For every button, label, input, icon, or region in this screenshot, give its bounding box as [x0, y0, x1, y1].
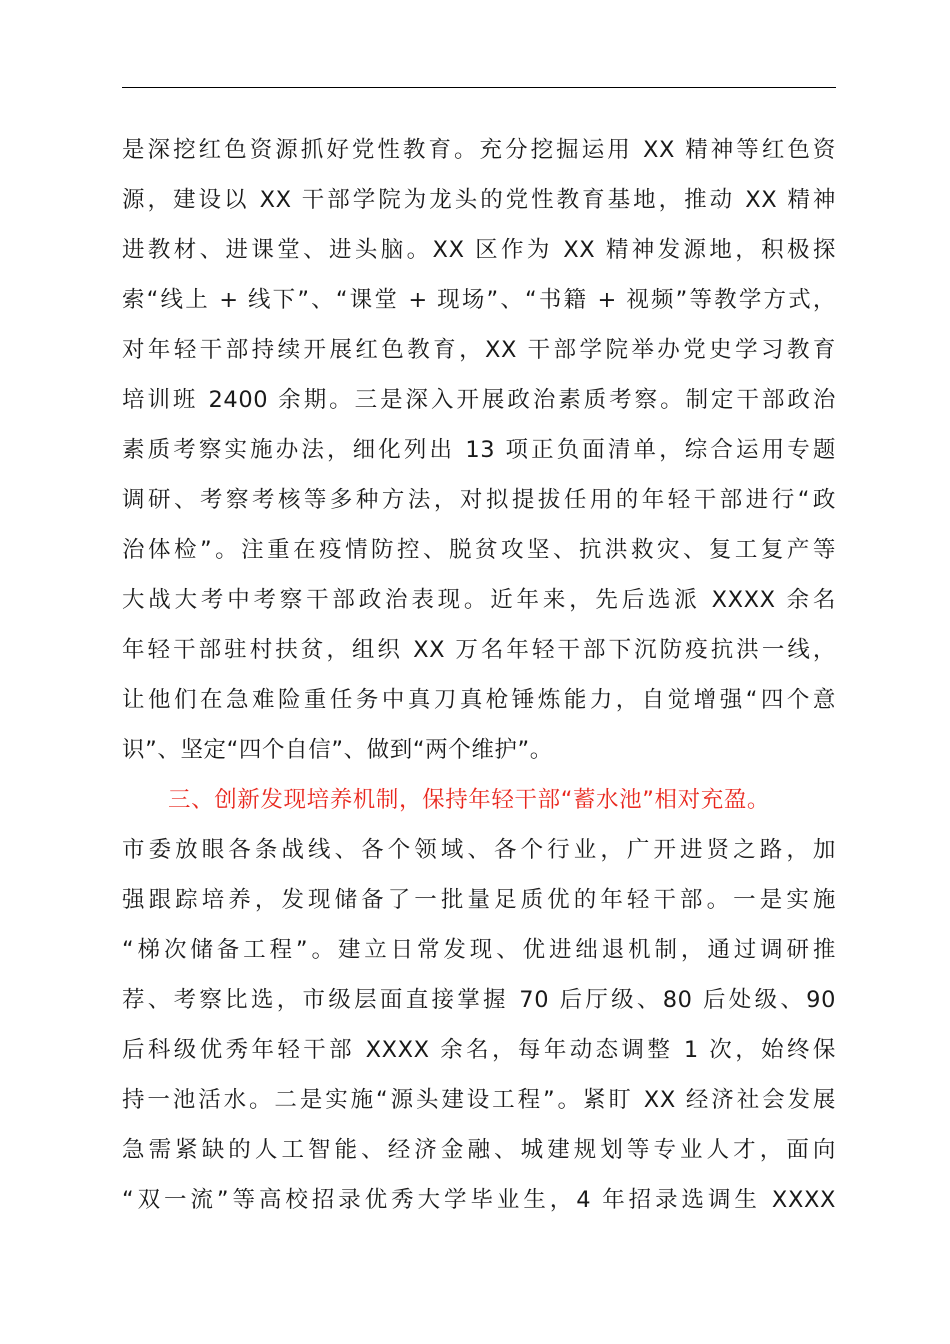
text-line: 强跟踪培养，发现储备了一批量足质优的年轻干部。一是实施	[122, 887, 836, 913]
text-line: 年轻干部驻村扶贫，组织 XX 万名年轻干部下沉防疫抗洪一线，	[122, 637, 836, 663]
text-line: 市委放眼各条战线、各个领域、各个行业，广开进贤之路，加	[122, 837, 836, 863]
text-line: 识”、坚定“四个自信”、做到“两个维护”。	[122, 737, 553, 763]
text-line: 培训班 2400 余期。三是深入开展政治素质考察。制定干部政治	[122, 387, 836, 413]
text-line: 大战大考中考察干部政治表现。近年来，先后选派 XXXX 余名	[122, 587, 836, 613]
text-line: 源，建设以 XX 干部学院为龙头的党性教育基地，推动 XX 精神	[122, 187, 836, 213]
text-line: 急需紧缺的人工智能、经济金融、城建规划等专业人才，面向	[122, 1137, 836, 1163]
text-line: 治体检”。注重在疫情防控、脱贫攻坚、抗洪救灾、复工复产等	[122, 537, 836, 563]
text-line: 索“线上 + 线下”、“课堂 + 现场”、“书籍 + 视频”等教学方式，	[122, 287, 836, 313]
text-line: 持一池活水。二是实施“源头建设工程”。紧盯 XX 经济社会发展	[122, 1087, 836, 1113]
section-heading: 三、创新发现培养机制，保持年轻干部“蓄水池”相对充盈。	[168, 787, 771, 813]
text-line: 调研、考察考核等多种方法，对拟提拔任用的年轻干部进行“政	[122, 487, 836, 513]
text-line: “梯次储备工程”。建立日常发现、优进绌退机制，通过调研推	[122, 937, 836, 963]
text-line: 荐、考察比选，市级层面直接掌握 70 后厅级、80 后处级、90	[122, 987, 836, 1013]
text-line: 后科级优秀年轻干部 XXXX 余名，每年动态调整 1 次，始终保	[122, 1037, 836, 1063]
text-line: 让他们在急难险重任务中真刀真枪锤炼能力，自觉增强“四个意	[122, 687, 836, 713]
text-line: 进教材、进课堂、进头脑。XX 区作为 XX 精神发源地，积极探	[122, 237, 836, 263]
header-rule	[122, 87, 836, 88]
text-line: 对年轻干部持续开展红色教育，XX 干部学院举办党史学习教育	[122, 337, 836, 363]
text-line: 是深挖红色资源抓好党性教育。充分挖掘运用 XX 精神等红色资	[122, 137, 836, 163]
text-line: 素质考察实施办法，细化列出 13 项正负面清单，综合运用专题	[122, 437, 836, 463]
text-line: “双一流”等高校招录优秀大学毕业生，4 年招录选调生 XXXX	[122, 1187, 836, 1213]
